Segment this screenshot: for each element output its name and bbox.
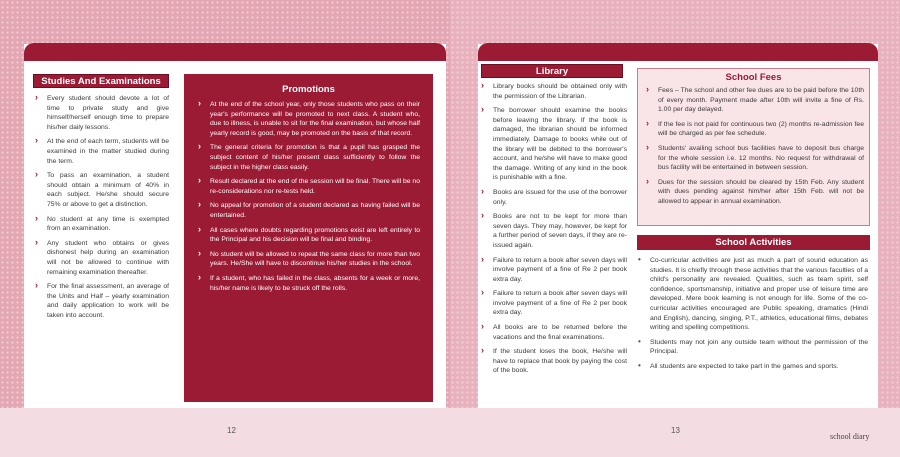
list-item: › Any student who obtains or gives dishonest help during an examination will not be allowed to continue with remaining examination thereafter. (35, 239, 169, 277)
list-item: › Library books should be obtained only with the permission of the Librarian. (481, 82, 627, 101)
list-item: › Fees – The school and other fee dues are to be paid before the 10th of every month. Payment made after 10th will invite a fine of Rs. 1.00 per day delayed. (646, 86, 864, 115)
school-fees-heading: School Fees (725, 72, 782, 83)
list-item: › All cases where doubts regarding promotions exist are left entirely to the Principal and his decision will be final and binding. (198, 226, 420, 245)
list-item: • Students may not join any outside team without the permission of the Principal. (638, 338, 868, 357)
list-item: › No student at any time is exempted from an examination. (35, 215, 169, 234)
list-item: • All students are expected to take part in the games and sports. (638, 362, 868, 372)
list-item: › At the end of each term, students will be examined in the matter studied during the term. (35, 137, 169, 166)
promotions-list (198, 100, 420, 298)
list-item: › To pass an examination, a student should obtain a minimum of 40% in each subject. He/she should secure 75% or above to get a distinction. (35, 171, 169, 209)
list-item: › Result declared at the end of the session will be final. There will be no re-considerations nor re-tests held. (198, 177, 420, 196)
list-item: › Every student should devote a lot of time to private study and give himself/herself enough time to prepare his/her daily lessons. (35, 94, 169, 132)
list-item: › Books are issued for the use of the borrower only. (481, 188, 627, 207)
list-item: › Failure to return a book after seven days will involve payment of a fine of Re 2 per book extra day. (481, 256, 627, 285)
list-item: › No appeal for promotion of a student declared as having failed will be entertained. (198, 201, 420, 220)
list-item: › Dues for the session should be cleared by 15th Feb. Any student with dues pending against him/her after 15th Feb. will not be allowed to appear in annual examination. (646, 178, 864, 207)
list-item: › All books are to be returned before the vacations and the final examinations. (481, 323, 627, 342)
promotions-panel (184, 74, 433, 402)
list-item: › For the final assessment, an average of the Units and Half – yearly examination and daily application to work will be taken into account. (35, 282, 169, 320)
list-item: › Students' availing school bus facilities have to deposit bus charge for the whole session i.e. 12 months. No request for withdrawal of bus facility will be entertained in between session. (646, 144, 864, 173)
list-item: › The general criteria for promotion is that a pupil has grasped the subject content of his/her present class sufficiently to follow the subject in the higher class easily. (198, 143, 420, 172)
studies-heading: Studies And Examinations (33, 74, 169, 88)
studies-list (35, 94, 169, 325)
right-page-header-bar (478, 43, 878, 61)
school-activities-list (638, 256, 868, 377)
list-item: › The borrower should examine the books before leaving the library. If the book is damaged, the librarian should be informed immediately. Damage to books while out of the library will be debited to the borrower's account, and he/she will have to make good the damage. Writing of any kind in the book is punishable with a fine. (481, 106, 627, 183)
promotions-heading: Promotions (282, 84, 335, 95)
right-page-number: 13 (671, 426, 680, 435)
footer-band (0, 408, 900, 457)
footer-title: school diary (830, 432, 870, 441)
library-heading: Library (481, 64, 623, 78)
school-fees-list (646, 86, 864, 212)
list-item: › If a student, who has failed in the class, absents for a week or more, his/her name is likely to be struck off the rolls. (198, 274, 420, 293)
list-item: › Failure to return a book after seven days will involve payment of a fine of Re 2 per book extra day. (481, 289, 627, 318)
list-item: › At the end of the school year, only those students who pass on their year's performance will be promoted to next class. A student who, due to illness, is unable to sit for the final examination, but whose half yearly record is good, may be promoted on the basis of that record. (198, 100, 420, 138)
library-list (481, 82, 627, 381)
list-item: › Books are not to be kept for more than seven days. They may, however, be kept for a further period of seven days, if they are re-issued again. (481, 212, 627, 250)
list-item: › If the fee is not paid for continuous two (2) months re-admission fee will be charged as per fee schedule. (646, 120, 864, 139)
school-fees-panel (637, 68, 870, 226)
list-item: › If the student loses the book, He/she will have to replace that book by paying the cost of the book. (481, 347, 627, 376)
left-page-header-bar (24, 43, 446, 61)
list-item: • Co-curricular activities are just as much a part of sound education as studies. It is chiefly through these activities that the various faculties of a child's personality are revealed. Qualities, such as team spirit, self confidence, sportsmanship, initiative and proper use of leisure time are developed. Mere book learning is not enough for life. Some of the co-curricular activities encouraged are Public speaking, dramatics (Hindi and English), dancing, singing, P.T., athletics, educational films, debates writing and spelling competitions. (638, 256, 868, 333)
list-item: › No student will be allowed to repeat the same class for more than two years. He/She will have to discontinue his/her studies in the school. (198, 250, 420, 269)
left-page-number: 12 (227, 426, 236, 435)
school-activities-heading: School Activities (637, 235, 870, 250)
